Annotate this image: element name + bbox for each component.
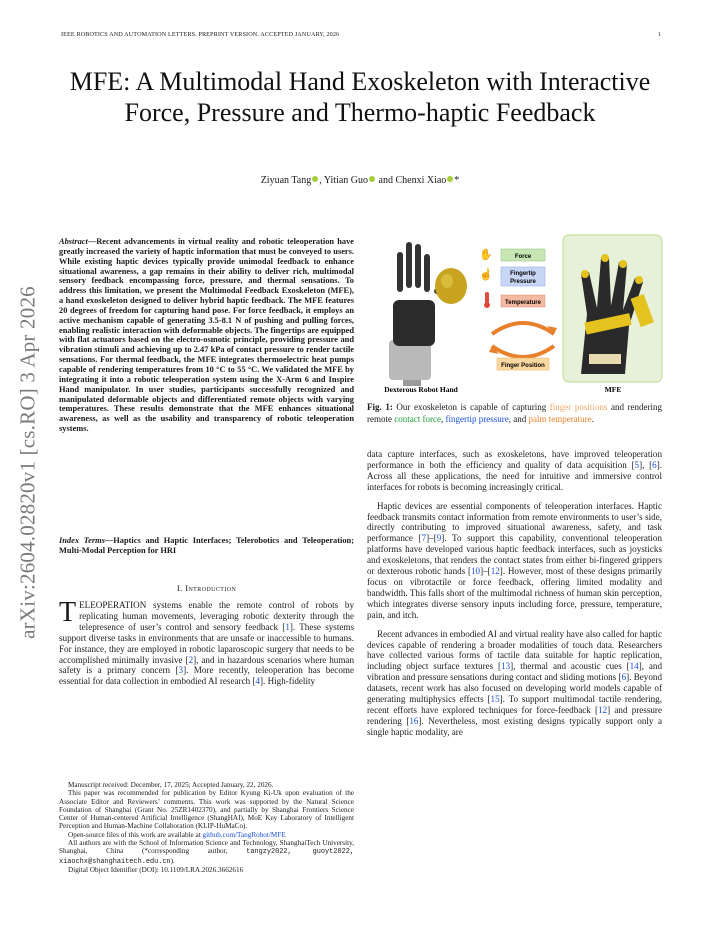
intro-paragraph [59, 597, 354, 687]
index-terms-dash: — [104, 536, 114, 545]
arxiv-id: arXiv:2604.02820v1 [cs.RO] 3 Apr 2026 [15, 286, 40, 639]
svg-text:Temperature: Temperature [505, 300, 541, 306]
citation-link[interactable]: 12 [490, 566, 500, 577]
mfe-exoskeleton-image [563, 235, 662, 382]
abstract-label: Abstract [59, 237, 88, 246]
intro-text: ]. High-fidelity [260, 676, 316, 687]
citation-link[interactable]: 6 [652, 459, 657, 470]
citation-link[interactable]: 2 [188, 654, 194, 665]
figure-left-label: Dexterous Robot Hand [384, 385, 458, 394]
paper-title: MFE: A Multimodal Hand Exoskeleton with Interactive Force, Pressure and Thermo-haptic Feedback [69, 67, 651, 127]
page-number: 1 [657, 31, 661, 38]
github-link[interactable]: github.com/TangRobot/MFE [202, 830, 286, 839]
svg-text:Pressure: Pressure [510, 279, 536, 285]
caption-contact-force: contact force [394, 414, 441, 424]
section-title: Introduction [185, 583, 237, 593]
citation-link[interactable]: 13 [501, 661, 511, 672]
caption-text: , and [508, 414, 529, 424]
abstract-dash: — [87, 237, 97, 246]
footnote-opensource [59, 831, 354, 839]
caption-text: Our exoskeleton is capable of capturing [392, 402, 550, 412]
footnote-text: Open-source files of this work are available at [68, 830, 203, 839]
citation-link[interactable]: 15 [490, 694, 500, 705]
section-heading [59, 583, 354, 593]
orcid-icon[interactable] [369, 176, 375, 182]
citation-link[interactable]: 12 [598, 704, 608, 715]
running-header [61, 31, 661, 38]
svg-text:Fingertip: Fingertip [510, 271, 536, 277]
citation-link[interactable]: 10 [471, 566, 481, 577]
caption-text: . [591, 414, 594, 424]
citation-link[interactable]: 5 [634, 459, 640, 470]
figure-caption [367, 401, 662, 425]
footnote-doi: Digital Object Identifier (DOI): 10.1109/LRA.2026.3662616 [68, 865, 244, 874]
footnote-text: All authors are with the School of Information Science and Technology, ShanghaiTech University, Shanghai, China (*corresponding author, [59, 839, 354, 856]
index-terms-text: Haptics and Haptic Interfaces; Telerobotics and Teleoperation; Multi-Modal Perception for HRI [59, 536, 354, 555]
orcid-icon[interactable] [447, 176, 453, 182]
caption-text: and rendering remote [367, 402, 663, 424]
author-separator: and [376, 175, 396, 186]
author-name: Ziyuan Tang [260, 175, 312, 186]
intro-text: ]. These systems support diverse tasks in environments that are unsafe or inaccessible to humans. For instance, they are employed in robotic laparoscopic surgery that needs to be accomplished minimally invasive [ [59, 621, 354, 665]
citation-link[interactable]: 9 [436, 533, 442, 544]
footnote-text: ). [170, 856, 175, 865]
citation-link[interactable]: 16 [409, 715, 419, 726]
caption-text: , [440, 414, 446, 424]
citation-link[interactable]: 3 [178, 665, 184, 676]
legend-force [479, 248, 545, 261]
caption-palm-temperature: palm temperature [528, 414, 592, 424]
paragraph: Haptic devices are essential components of teleoperation interfaces. Haptic feedback transmits contact information from remote environments to user’s side, directly contributing to improved situational awareness, safety, and task performance [7]–[9]. To support this capability, conventional teleoperation platforms have developed various haptic feedback interfaces, such as joysticks and exoskeletons, that renders the contact states from either bi-fingered grippers or dexterous robotic hands [10]–[12]. However, most of these designs primarily focus on vibrotactile or force feedback, offering limited modality and bandwidth. This falls short of the multimodal richness of human skin perception, which integrates diverse sensory inputs including force, pressure, temperature, pain, and itch. [367, 500, 662, 620]
index-terms-label: Index Terms [59, 536, 105, 545]
index-terms [59, 536, 354, 556]
author-name: Yitian Guo [323, 175, 369, 186]
author-emails: tangzy2022, guoyt2022, xiaochx@shanghaitech.edu.cn [59, 848, 354, 866]
svg-text:Force: Force [514, 254, 532, 260]
footnote-received: Manuscript received: December, 17, 2025; Accepted January, 22, 2026. [68, 781, 274, 789]
svg-text:Finger Position: Finger Position [501, 363, 545, 369]
caption-fingertip-pressure: fingertip pressure [445, 414, 509, 424]
footnotes [59, 781, 354, 874]
caption-label: Fig. 1: [367, 402, 393, 412]
drop-cap: T [59, 597, 77, 628]
intro-text: ]. More recently, teleoperation has become essential for data collection in embodied AI research [ [59, 665, 354, 687]
figure-right-label: MFE [604, 385, 622, 394]
paragraph: Recent advances in embodied AI and virtual reality have also called for haptic devices capable of rendering a broader modalities of touch data. Researchers have collected various forms of tactile data suitable for haptic replication, including object surface textures [13], thermal and acoustic cues [14], and vibration and pressure sensations during contact and sliding motions [6]. Beyond datasets, recent work has also focused on developing world models capable of generating multiphysics effects [15]. To support multimodal tactile rendering, recent efforts have explored techniques for force-feedback [12] and pressure rendering [16]. Nevertheless, most existing designs typically support only a single haptic modality, are [367, 628, 663, 737]
intro-text: ELEOPERATION systems enable the remote control of robots by replicating human movements, leveraging robotic dexterity through the telepresence of user’s control and sensory feedback [ [79, 600, 354, 632]
citation-link[interactable]: 7 [421, 533, 427, 544]
author-separator: , [319, 175, 324, 186]
hand-icon: ✋ [479, 249, 493, 261]
right-column-text [367, 449, 662, 746]
citation-link[interactable]: 1 [285, 621, 290, 632]
section-number: I. [176, 583, 183, 593]
intro-text: ], and in hazardous scenarios where human safety is a primary concern [ [59, 654, 354, 676]
legend-finger-position [497, 358, 549, 370]
author-name: Chenxi Xiao [395, 175, 447, 186]
citation-link[interactable]: 14 [629, 661, 639, 672]
author-list [60, 175, 660, 186]
abstract-text: Recent advancements in virtual reality and robotic teleoperation have greatly increased the variety of haptic information that must be conveyed to users. While existing haptic devices typically provide unimodal feedback to enhance situational awareness, a gap remains in their ability to deliver rich, multimodal sensory feedback encompassing force, pressure, and thermal sensations. To address this limitation, we present the Multimodal Feedback Exoskeleton (MFE), a hand exoskeleton designed to deliver hybrid haptic feedback. The MFE features 20 degrees of freedom for capturing hand pose. For force feedback, it employs an active mechanism capable of generating 3.5-8.1 N of pushing and pulling forces, enabling realistic interaction with deformable objects. The fingertips are equipped with flat actuators based on the electro-osmotic principle, providing pressure and vibration stimuli and achieving up to 2.47 kPa of contact pressure to render tactile sensations. For thermal feedback, the MFE integrates thermoelectric heat pumps capable of rendering temperatures from 10 °C to 55 °C. We validated the MFE by integrating it into a robotic teleoperation system using the X-Arm 6 and Inspire Hand manipulator. In user studies, participants successfully recognized and manipulated deformable objects and differentiated remote objects with varying temperatures. These results demonstrate that the MFE enhances situational awareness, as well as the usability and transparency of robotic teleoperation systems. [59, 237, 354, 434]
caption-finger-positions: finger positions [549, 402, 608, 412]
figure-1 [367, 234, 663, 396]
finger-press-icon: ☝ [479, 269, 493, 281]
abstract [59, 237, 354, 434]
citation-link[interactable]: 6 [621, 672, 627, 683]
corresponding-mark: * [454, 175, 460, 186]
orcid-icon[interactable] [312, 176, 318, 182]
footnote-recommended: This paper was recommended for publication by Editor Kyung Ki-Uk upon evaluation of the Associate Editor and Reviewers’ comments. This work was supported by the Natural Science Foundation of Shanghai (Grant No. 25ZR1402370), and partially by Shanghai Frontiers Science Center of Human-centered Artificial Intelligence (ShangHAI), MoE Key Laboratory of Intelligent Perception and Human-Machine Collaboration (KLIP-HuMaCo). [59, 789, 354, 831]
arxiv-stamp [8, 260, 48, 670]
footnote-affiliation [59, 839, 354, 866]
citation-link[interactable]: 4 [255, 676, 260, 687]
paragraph: data capture interfaces, such as exoskeletons, have improved teleoperation performance in both the efficiency and quality of data acquisition [5], [6]. Across all these applications, the need for intuitive and immersive control interfaces for robots is becoming increasingly critical. [367, 449, 662, 492]
journal-name: IEEE ROBOTICS AND AUTOMATION LETTERS. PREPRINT VERSION. ACCEPTED JANUARY, 2026 [61, 31, 340, 38]
